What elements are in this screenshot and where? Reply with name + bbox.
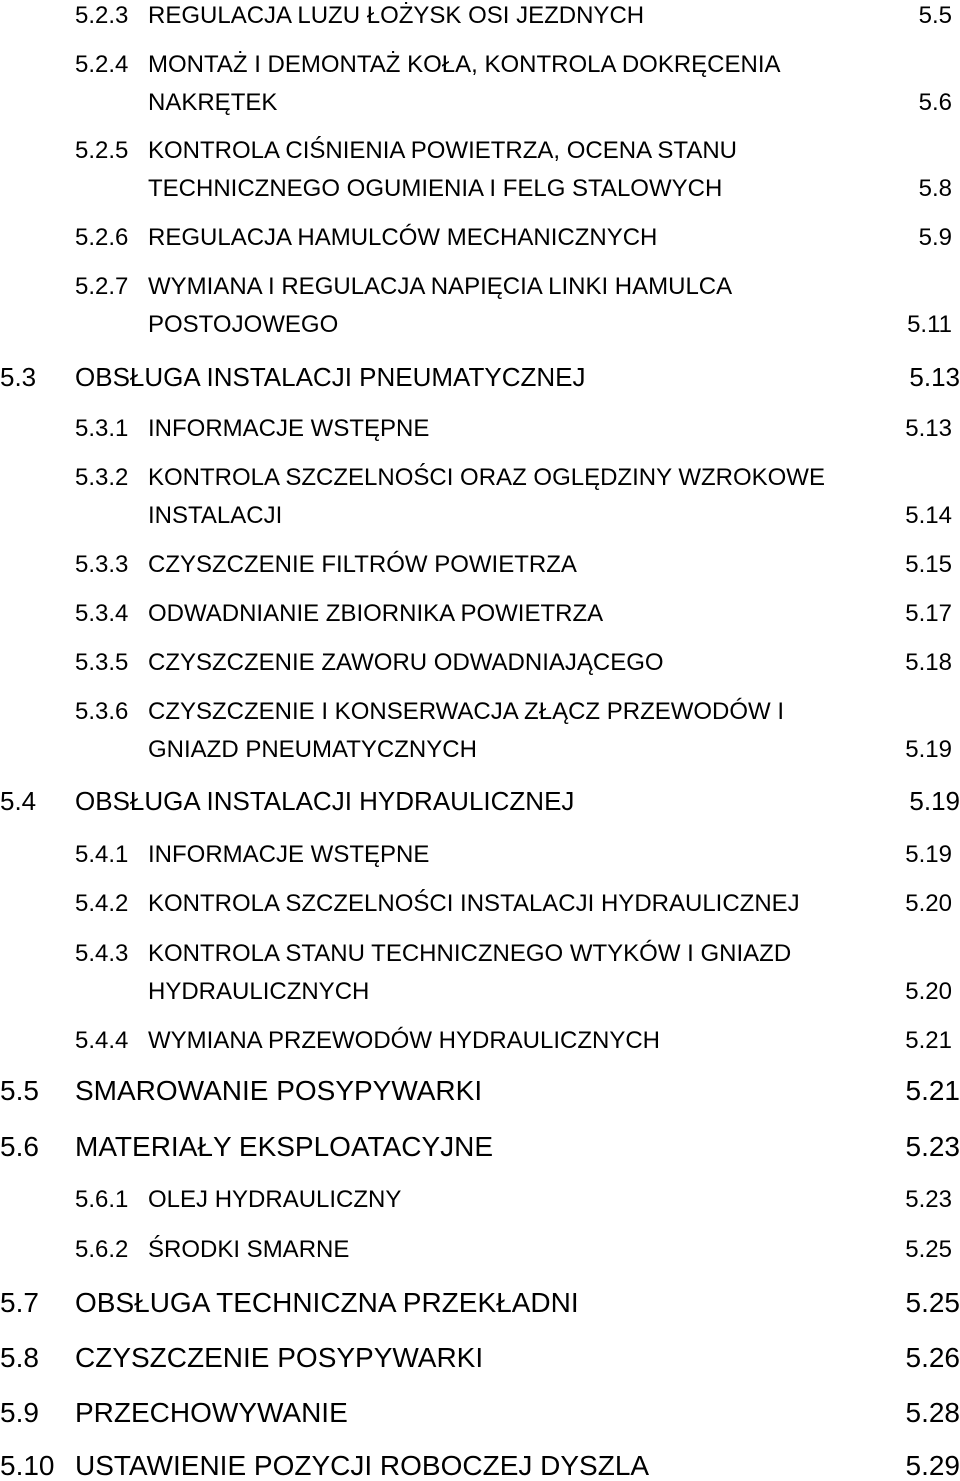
toc-entry-number: 5.4.4: [75, 1027, 129, 1054]
toc-section-title: OBSŁUGA INSTALACJI PNEUMATYCZNEJ: [75, 362, 586, 392]
toc-entry-title: MONTAŻ I DEMONTAŻ KOŁA, KONTROLA DOKRĘCENIA: [148, 51, 781, 78]
toc-section-number: 5.4: [0, 786, 37, 816]
toc-entry-number: 5.3.1: [75, 415, 129, 442]
toc-entry-number: 5.2.5: [75, 137, 129, 164]
toc-section-page: 5.23: [905, 1131, 960, 1162]
toc-entry-title: KONTROLA CIŚNIENIA POWIETRZA, OCENA STANU: [148, 137, 737, 164]
toc-entry-title: CZYSZCZENIE ZAWORU ODWADNIAJĄCEGO: [148, 649, 664, 676]
toc-entry-title: ODWADNIANIE ZBIORNIKA POWIETRZA: [148, 600, 604, 627]
toc-section-page: 5.26: [905, 1342, 960, 1373]
toc-section-number: 5.6: [0, 1131, 39, 1162]
toc-entry-title: REGULACJA LUZU ŁOŻYSK OSI JEZDNYCH: [148, 2, 645, 29]
toc-entry-number: 5.4.1: [75, 841, 129, 868]
toc-entry-number: 5.3.3: [75, 551, 129, 578]
toc-entry-page: 5.20: [905, 978, 952, 1005]
toc-entry-page: 5.19: [905, 841, 952, 868]
toc-entry-number: 5.6.2: [75, 1236, 129, 1263]
toc-entry-page: 5.13: [905, 415, 952, 442]
toc-entry-page: 5.6: [918, 89, 952, 116]
toc-section-page: 5.29: [905, 1450, 960, 1481]
toc-section-title: PRZECHOWYWANIE: [75, 1397, 348, 1428]
toc-entry-title-continued: POSTOJOWEGO: [148, 311, 339, 338]
toc-entry-title: KONTROLA SZCZELNOŚCI ORAZ OGLĘDZINY WZROKOWE: [148, 464, 825, 491]
toc-entry-page: 5.14: [905, 502, 952, 529]
toc-entry-number: 5.3.6: [75, 698, 129, 725]
toc-entry-number: 5.2.3: [75, 2, 129, 29]
toc-entry-page: 5.15: [905, 551, 952, 578]
toc-entry-title: CZYSZCZENIE I KONSERWACJA ZŁĄCZ PRZEWODÓW I: [148, 698, 785, 725]
toc-entry-number: 5.6.1: [75, 1186, 129, 1213]
toc-entry-number: 5.3.2: [75, 464, 129, 491]
toc-entry-title: WYMIANA I REGULACJA NAPIĘCIA LINKI HAMULCA: [148, 273, 733, 300]
toc-entry-title: REGULACJA HAMULCÓW MECHANICZNYCH: [148, 224, 658, 251]
toc-entry-page: 5.21: [905, 1027, 952, 1054]
toc-entry-number: 5.2.7: [75, 273, 129, 300]
toc-entry-title-continued: GNIAZD PNEUMATYCZNYCH: [148, 736, 477, 763]
toc-entry-page: 5.11: [907, 311, 952, 338]
toc-entry-title-continued: HYDRAULICZNYCH: [148, 978, 370, 1005]
toc-section-title: OBSŁUGA TECHNICZNA PRZEKŁADNI: [75, 1287, 579, 1318]
toc-section-title: MATERIAŁY EKSPLOATACYJNE: [75, 1131, 494, 1162]
toc-entry-number: 5.2.6: [75, 224, 129, 251]
toc-entry-page: 5.25: [905, 1236, 952, 1263]
toc-entry-title: WYMIANA PRZEWODÓW HYDRAULICZNYCH: [148, 1027, 661, 1054]
toc-entry-number: 5.3.4: [75, 600, 129, 627]
toc-section-title: OBSŁUGA INSTALACJI HYDRAULICZNEJ: [75, 786, 575, 816]
toc-entry-number: 5.3.5: [75, 649, 129, 676]
toc-section-page: 5.28: [905, 1397, 960, 1428]
toc-entry-page: 5.5: [918, 2, 952, 29]
toc-entry-page: 5.19: [905, 736, 952, 763]
toc-section-number: 5.9: [0, 1397, 39, 1428]
toc-section-number: 5.5: [0, 1075, 39, 1106]
toc-entry-title-continued: TECHNICZNEGO OGUMIENIA I FELG STALOWYCH: [148, 175, 723, 202]
toc-section-page: 5.19: [909, 786, 960, 816]
toc-entry-page: 5.9: [918, 224, 952, 251]
toc-section-number: 5.3: [0, 362, 37, 392]
toc-entry-title: KONTROLA STANU TECHNICZNEGO WTYKÓW I GNIAZD: [148, 940, 792, 967]
toc-section-number: 5.10: [0, 1450, 55, 1481]
toc-section-title: SMAROWANIE POSYPYWARKI: [75, 1075, 483, 1106]
toc-section-number: 5.7: [0, 1287, 39, 1318]
toc-entry-title: KONTROLA SZCZELNOŚCI INSTALACJI HYDRAULICZNEJ: [148, 890, 800, 917]
toc-entry-title: CZYSZCZENIE FILTRÓW POWIETRZA: [148, 551, 577, 578]
toc-section-title: USTAWIENIE POZYCJI ROBOCZEJ DYSZLA: [75, 1450, 650, 1481]
toc-entry-number: 5.4.2: [75, 890, 129, 917]
toc-entry-page: 5.17: [905, 600, 952, 627]
toc-entry-title: INFORMACJE WSTĘPNE: [148, 841, 430, 868]
toc-entry-number: 5.4.3: [75, 940, 129, 967]
toc-entry-title: OLEJ HYDRAULICZNY: [148, 1186, 402, 1213]
toc-entry-title-continued: INSTALACJI: [148, 502, 283, 529]
toc-entry-page: 5.18: [905, 649, 952, 676]
toc-entry-page: 5.8: [918, 175, 952, 202]
toc-section-page: 5.13: [909, 362, 960, 392]
toc-section-page: 5.21: [905, 1075, 960, 1106]
toc-section-number: 5.8: [0, 1342, 39, 1373]
toc-section-page: 5.25: [905, 1287, 960, 1318]
toc-section-title: CZYSZCZENIE POSYPYWARKI: [75, 1342, 484, 1373]
toc-entry-page: 5.23: [905, 1186, 952, 1213]
toc-entry-title: ŚRODKI SMARNE: [148, 1236, 350, 1263]
toc-entry-page: 5.20: [905, 890, 952, 917]
toc-entry-title: INFORMACJE WSTĘPNE: [148, 415, 430, 442]
toc-entry-title-continued: NAKRĘTEK: [148, 89, 278, 116]
toc-entry-number: 5.2.4: [75, 51, 129, 78]
